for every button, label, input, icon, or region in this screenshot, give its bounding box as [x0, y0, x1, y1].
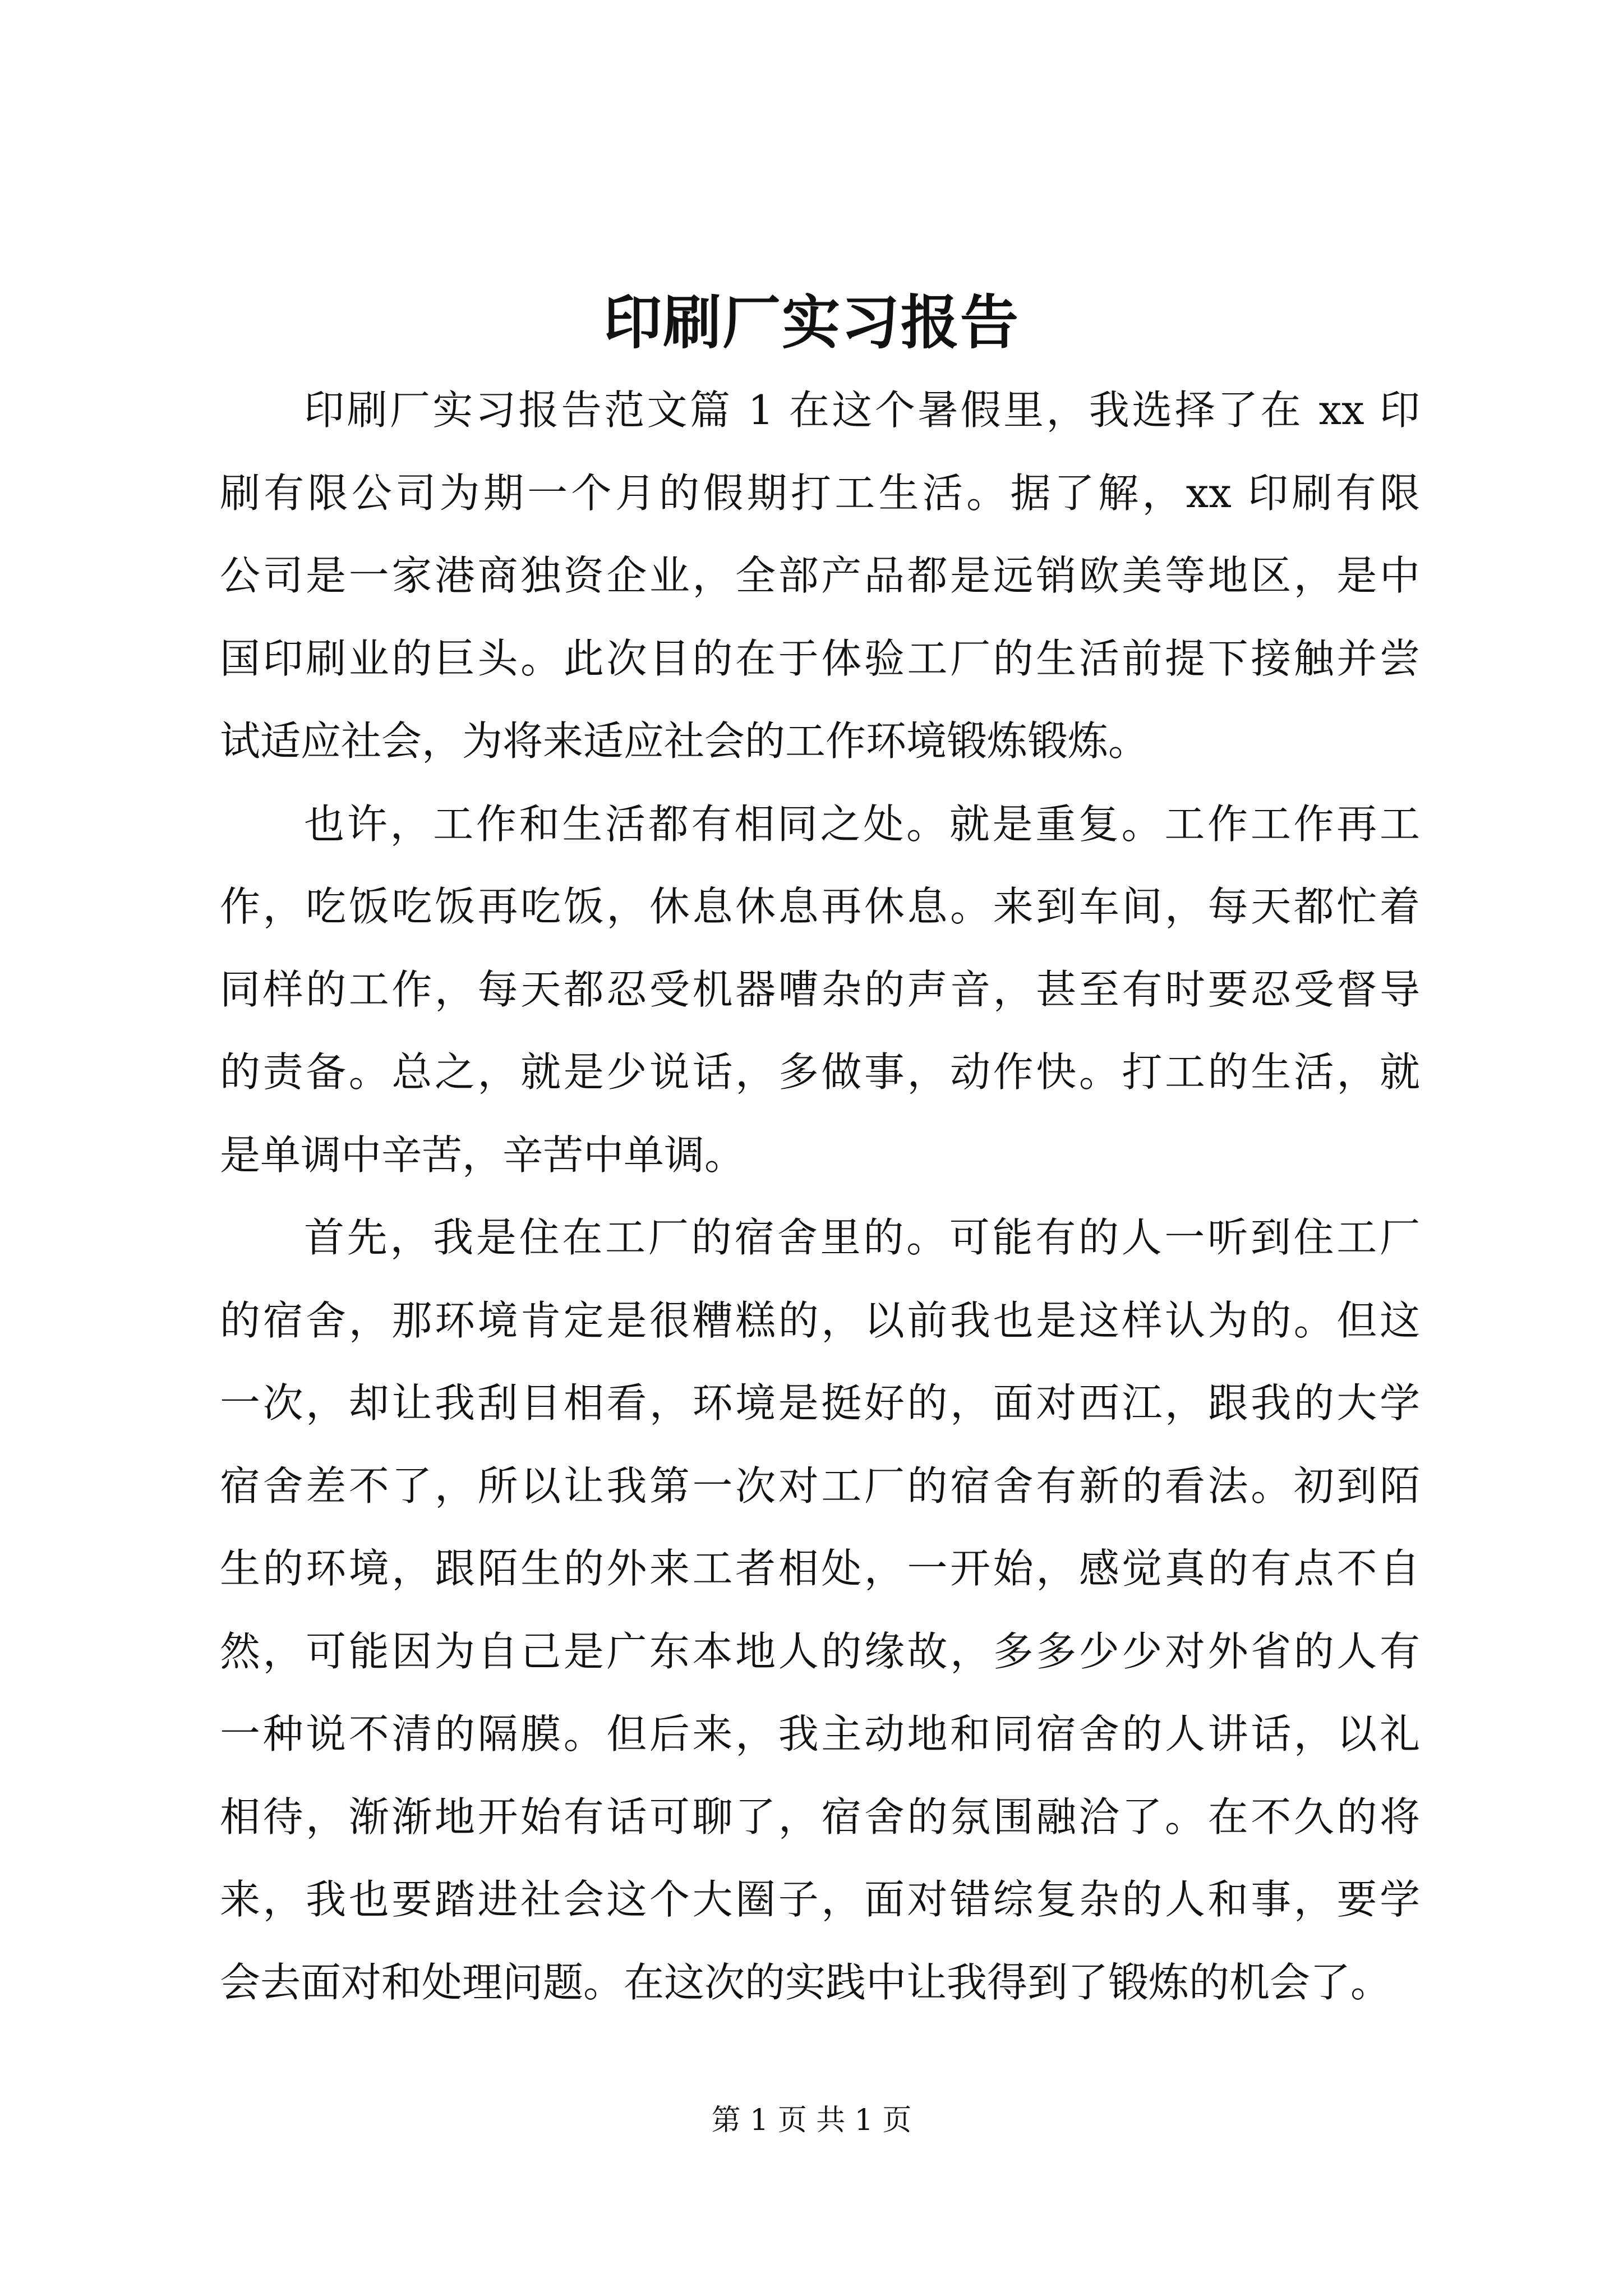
page-number-footer: 第 1 页 共 1 页: [711, 2104, 912, 2137]
text-line: 相待，渐渐地开始有话可聊了，宿舍的氛围融洽了。在不久的将: [220, 1793, 1420, 1841]
text-line: 同样的工作，每天都忍受机器嘈杂的声音，甚至有时要忍受督导: [220, 965, 1420, 1013]
text-line: 生的环境，跟陌生的外来工者相处，一开始，感觉真的有点不自: [220, 1545, 1420, 1592]
text-line: 会去面对和处理问题。在这次的实践中让我得到了锻炼的机会了。: [220, 1958, 1391, 2006]
document-title: 印刷厂实习报告: [603, 288, 1020, 357]
text-line: 来，我也要踏进社会这个大圈子，面对错综复杂的人和事，要学: [220, 1876, 1420, 1923]
text-line: 的责备。总之，就是少说话，多做事，动作快。打工的生活，就: [220, 1048, 1420, 1096]
document-body: [220, 369, 1420, 2024]
text-line: 是单调中辛苦，辛苦中单调。: [220, 1131, 745, 1179]
text-line: 首先，我是住在工厂的宿舍里的。可能有的人一听到住工厂: [304, 1214, 1420, 1261]
text-line: 的宿舍，那环境肯定是很糟糕的，以前我也是这样认为的。但这: [220, 1296, 1420, 1344]
text-line: 然，可能因为自己是广东本地人的缘故，多多少少对外省的人有: [220, 1627, 1420, 1675]
text-line: 也许，工作和生活都有相同之处。就是重复。工作工作再工: [304, 800, 1420, 848]
text-line: 试适应社会，为将来适应社会的工作环境锻炼锻炼。: [220, 717, 1149, 765]
text-line: 印刷厂实习报告范文篇 1 在这个暑假里，我选择了在 xx 印: [304, 386, 1420, 434]
text-line: 公司是一家港商独资企业，全部产品都是远销欧美等地区，是中: [220, 552, 1420, 599]
text-line: 国印刷业的巨头。此次目的在于体验工厂的生活前提下接触并尝: [220, 634, 1420, 682]
text-line: 刷有限公司为期一个月的假期打工生活。据了解，xx 印刷有限: [220, 469, 1420, 517]
text-line: 一次，却让我刮目相看，环境是挺好的，面对西江，跟我的大学: [220, 1379, 1420, 1427]
text-line: 宿舍差不了，所以让我第一次对工厂的宿舍有新的看法。初到陌: [220, 1462, 1420, 1510]
text-line: 作，吃饭吃饭再吃饭，休息休息再休息。来到车间，每天都忙着: [220, 883, 1420, 930]
text-line: 一种说不清的隔膜。但后来，我主动地和同宿舍的人讲话，以礼: [220, 1710, 1420, 1757]
